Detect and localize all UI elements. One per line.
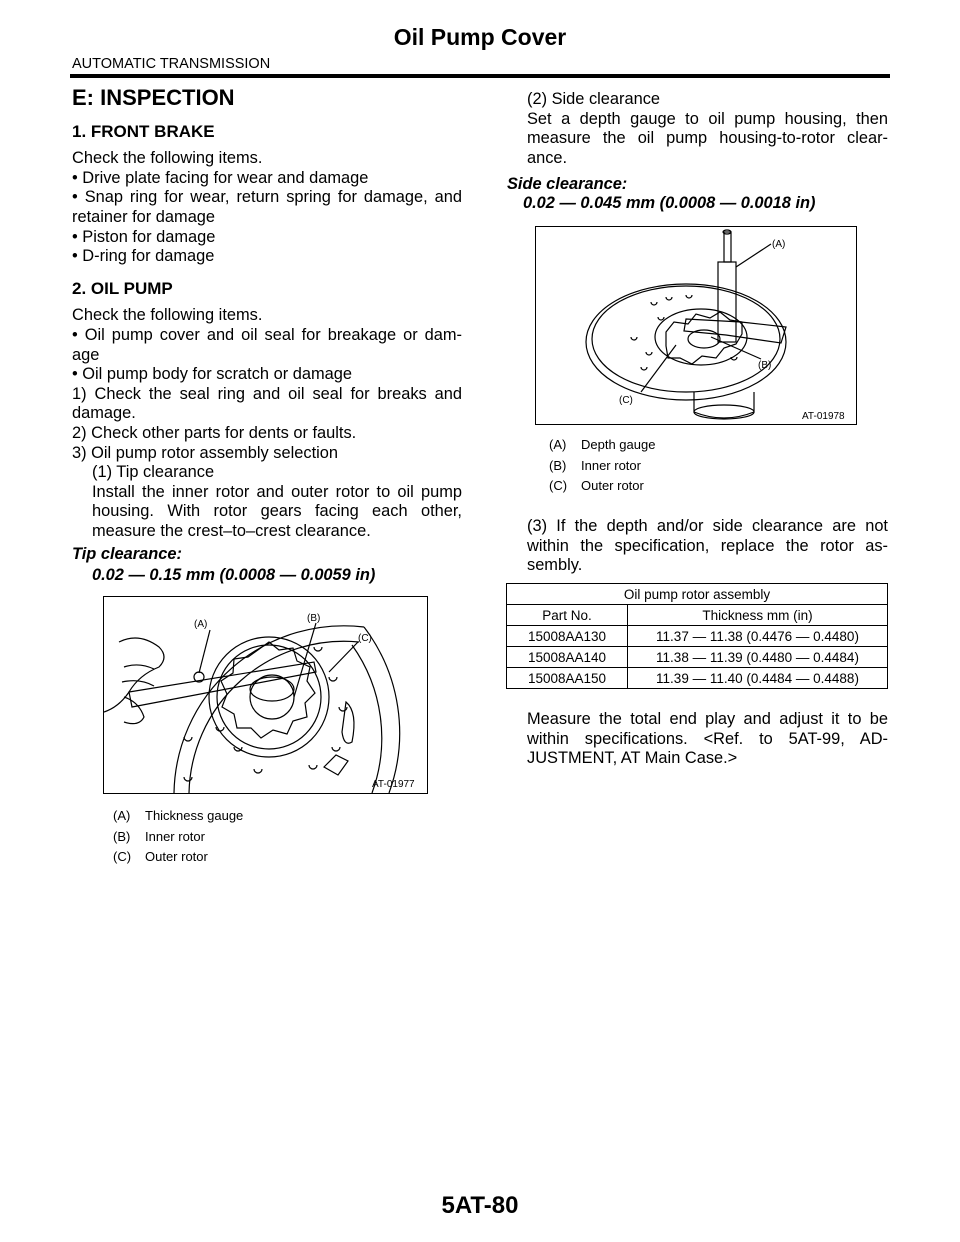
table-cell: 15008AA140 [507, 647, 628, 668]
section-header: AUTOMATIC TRANSMISSION [72, 56, 271, 72]
table-cell: 11.39 — 11.40 (0.4484 — 0.4488) [628, 668, 888, 689]
header-rule [70, 74, 890, 78]
table-cell: 15008AA150 [507, 668, 628, 689]
table-header: Part No. [507, 605, 628, 626]
front-brake-intro: Check the following items. [72, 149, 263, 168]
fig1-label-a: (A) [194, 619, 208, 630]
table-header: Thickness mm (in) [628, 605, 888, 626]
oil-pump-item: • Oil pump cover and oil seal for breakage or dam-age [72, 325, 462, 364]
front-brake-item: • D-ring for damage [72, 247, 215, 266]
legend-item: (A) Depth gauge [549, 437, 656, 452]
fig1-label-c: (C) [358, 633, 372, 644]
side-spec-label: Side clearance: [507, 175, 628, 193]
oil-pump-heading: 2. OIL PUMP [72, 278, 173, 298]
table-row [507, 668, 888, 689]
table-cell: 11.38 — 11.39 (0.4480 — 0.4484) [628, 647, 888, 668]
fig1-label-b: (B) [307, 613, 321, 624]
legend-item: (C) Outer rotor [113, 849, 208, 864]
legend-item: (B) Inner rotor [113, 828, 205, 844]
table-row [507, 626, 888, 647]
oil-pump-step: 1) Check the seal ring and oil seal for breaks and damage. [72, 384, 462, 423]
table-caption-row [507, 584, 888, 605]
fig2-label-b: (B) [758, 360, 772, 371]
fig2-code: AT-01978 [802, 411, 845, 422]
front-brake-heading: 1. FRONT BRAKE [72, 121, 215, 141]
table-cell: 15008AA130 [507, 626, 628, 647]
rotor-thickness-illustration [104, 597, 427, 793]
tip-spec-value: 0.02 — 0.15 mm (0.0008 — 0.0059 in) [92, 566, 376, 584]
inspection-heading: E: INSPECTION [72, 85, 235, 110]
table-row [507, 647, 888, 668]
legend-item: (B) Inner rotor [549, 457, 641, 473]
rotor-assembly-table [506, 583, 888, 689]
figure-thickness-gauge [103, 596, 428, 794]
fig2-label-c: (C) [619, 395, 633, 406]
table-caption: Oil pump rotor assembly [507, 584, 888, 605]
replace-note: (3) If the depth and/or side clearance are not within the specification, replace the rotor as-sembly. [527, 517, 888, 575]
table-header-row [507, 605, 888, 626]
left-column [72, 86, 462, 541]
side-spec-value: 0.02 — 0.045 mm (0.0008 — 0.0018 in) [523, 194, 816, 212]
figure2-legend [549, 435, 849, 497]
page-number: 5AT-80 [441, 1192, 519, 1219]
oil-pump-step: 3) Oil pump rotor assembly selection [72, 443, 338, 462]
end-play-note: Measure the total end play and adjust it to be within specifications. <Ref. to 5AT-99, AD-JUSTMENT, AT Main Case.> [527, 710, 888, 768]
figure1-legend [113, 806, 413, 868]
front-brake-item: • Piston for damage [72, 227, 216, 246]
tip-clearance-heading: (1) Tip clearance [92, 463, 215, 482]
oil-pump-intro: Check the following items. [72, 306, 263, 325]
side-clearance-block [527, 90, 888, 168]
fig2-label-a: (A) [772, 239, 786, 250]
front-brake-item: • Drive plate facing for wear and damage [72, 168, 369, 187]
oil-pump-step: 2) Check other parts for dents or faults. [72, 423, 357, 442]
legend-item: (A) Thickness gauge [113, 808, 244, 823]
page-title: Oil Pump Cover [393, 24, 567, 50]
side-clearance-heading: (2) Side clearance [527, 90, 661, 108]
oil-pump-item: • Oil pump body for scratch or damage [72, 365, 352, 384]
tip-spec-label: Tip clearance: [72, 545, 182, 563]
tip-clearance-text: Install the inner rotor and outer rotor to oil pump housing. With rotor gears facing each other, measure the crest–to–crest clearance. [92, 482, 462, 540]
front-brake-item: • Snap ring for wear, return spring for damage, and retainer for damage [72, 188, 462, 226]
legend-item: (C) Outer rotor [549, 478, 644, 493]
depth-gauge-illustration [536, 227, 856, 424]
table-cell: 11.37 — 11.38 (0.4476 — 0.4480) [628, 626, 888, 647]
side-clearance-text: Set a depth gauge to oil pump housing, then measure the oil pump housing-to-rotor clear-ance. [527, 109, 888, 167]
figure-depth-gauge [535, 226, 857, 425]
fig1-code: AT-01977 [372, 779, 415, 790]
